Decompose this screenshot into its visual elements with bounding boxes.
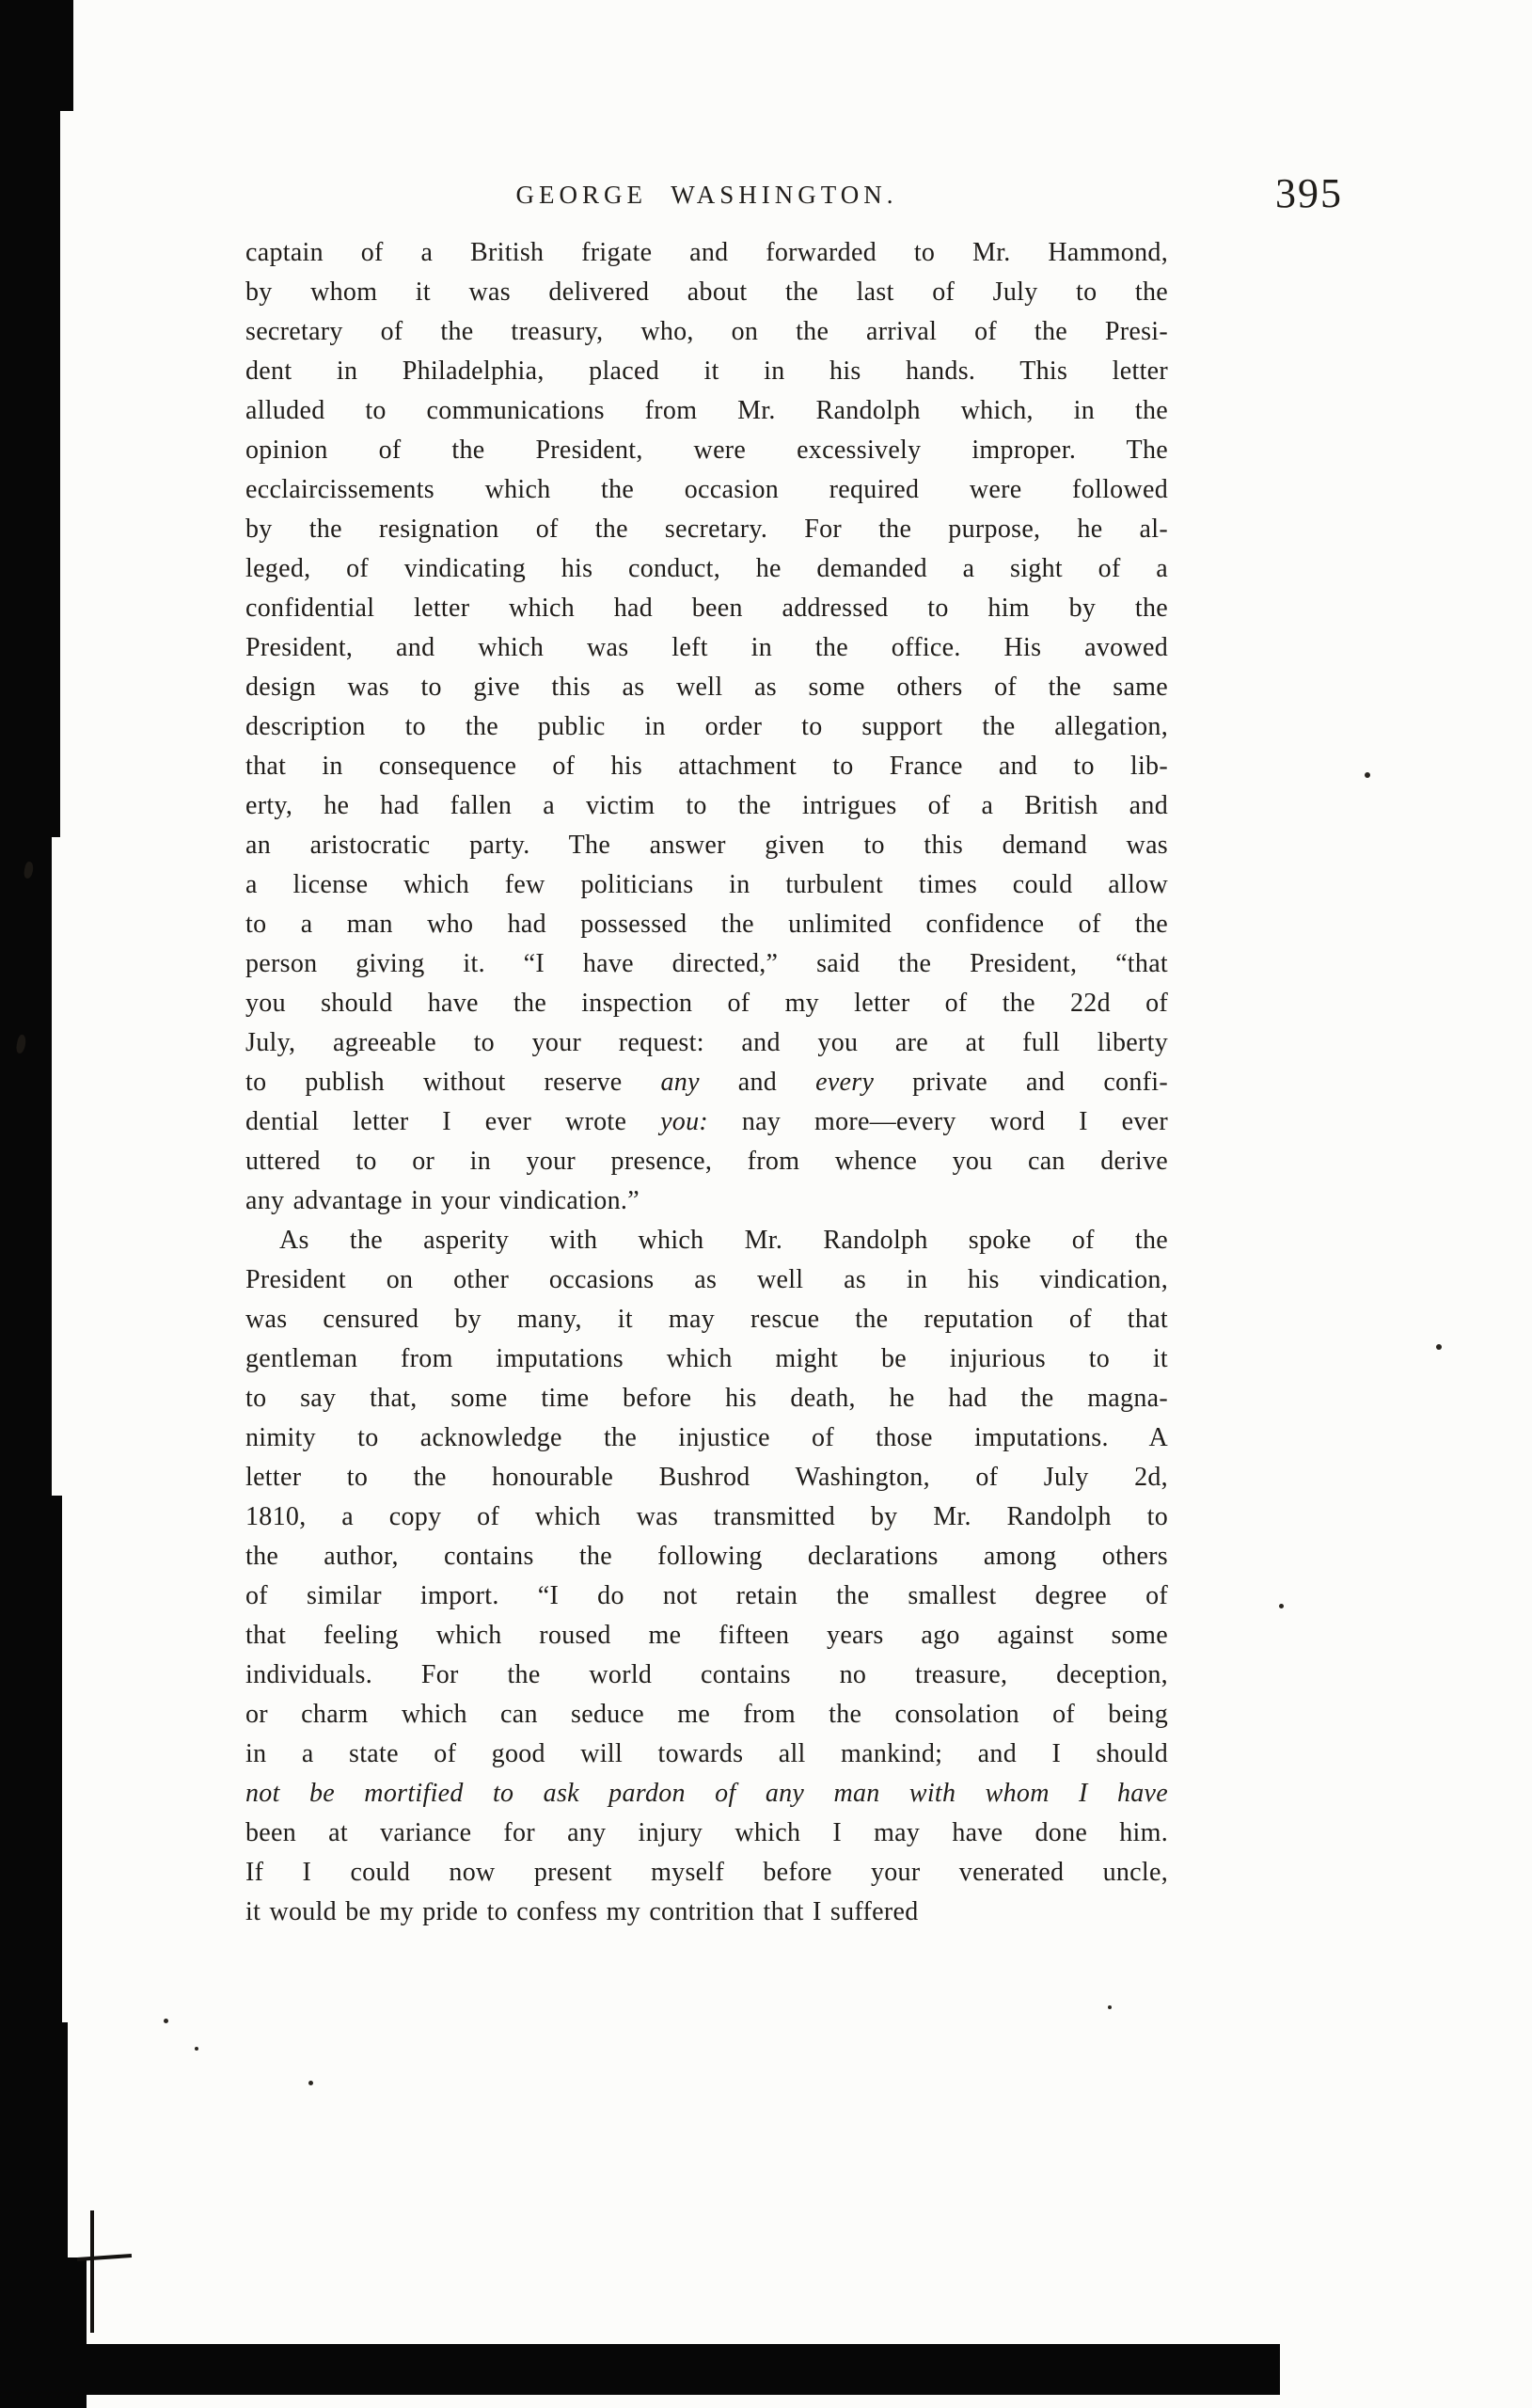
text-line [245, 391, 1168, 431]
text-segment: July, agreeable to your request: and you are at full liberty [245, 1028, 1168, 1057]
scan-streak [90, 2210, 94, 2333]
scan-gutter-shadow [0, 0, 73, 111]
text-line [245, 668, 1168, 707]
text-line [245, 312, 1168, 352]
text-line [245, 905, 1168, 944]
scan-speck [195, 2047, 198, 2051]
text-segment: was censured by many, it may rescue the reputation of that [245, 1305, 1168, 1334]
text-line [245, 1537, 1168, 1576]
text-segment: erty, he had fallen a victim to the intrigues of a British and [245, 791, 1168, 820]
text-segment: As the asperity with which Mr. Randolph spoke of the [279, 1226, 1168, 1255]
text-segment: secretary of the treasury, who, on the arrival of the Presi- [245, 317, 1168, 346]
text-line [245, 1418, 1168, 1458]
text-line [245, 1497, 1168, 1537]
text-line [245, 1774, 1168, 1814]
scan-speck [1365, 772, 1370, 778]
scan-speck [1108, 2005, 1112, 2009]
scan-gutter-shadow [0, 2022, 68, 2267]
text-segment: a license which few politicians in turbulent times could allow [245, 870, 1168, 899]
body-text [245, 233, 1168, 1932]
running-title: GEORGE WASHINGTON. [515, 181, 898, 209]
text-line [245, 1814, 1168, 1853]
text-segment: and [699, 1068, 816, 1097]
text-segment: to publish without reserve [245, 1068, 661, 1097]
text-segment: by the resignation of the secretary. For the purpose, he al- [245, 515, 1168, 544]
text-line [245, 1616, 1168, 1656]
text-line [245, 1735, 1168, 1774]
text-segment: letter to the honourable Bushrod Washington, of July 2d, [245, 1463, 1168, 1492]
text-segment: that in consequence of his attachment to France and to lib- [245, 752, 1168, 781]
scan-streak [77, 2254, 132, 2261]
text-segment: an aristocratic party. The answer given to this demand was [245, 831, 1168, 860]
text-line [245, 1379, 1168, 1418]
text-line [245, 431, 1168, 470]
text-line [245, 549, 1168, 589]
italic-text-segment: every [815, 1068, 875, 1097]
text-segment: dent in Philadelphia, placed it in his hands. This letter [245, 356, 1168, 386]
italic-text-segment: not be mortified to ask pardon of any man with whom I have [245, 1779, 1168, 1808]
text-line [245, 1142, 1168, 1181]
scan-gutter-shadow [0, 103, 60, 837]
text-segment: leged, of vindicating his conduct, he demanded a sight of a [245, 554, 1168, 583]
scan-speck [164, 2019, 168, 2023]
scan-bottom-bar [43, 2344, 1280, 2395]
text-segment: If I could now present myself before your venerated uncle, [245, 1858, 1168, 1887]
italic-text-segment: any [660, 1068, 700, 1097]
text-segment: nimity to acknowledge the injustice of those imputations. A [245, 1423, 1168, 1452]
italic-text-segment: you: [660, 1107, 709, 1136]
text-line [245, 984, 1168, 1023]
text-segment: it would be my pride to confess my contrition that I suffered [245, 1897, 919, 1926]
text-line [245, 510, 1168, 549]
text-segment: to say that, some time before his death, he had the magna- [245, 1384, 1168, 1413]
page-number: 395 [1275, 170, 1343, 216]
text-line [245, 1339, 1168, 1379]
text-line [245, 747, 1168, 786]
text-line [245, 786, 1168, 826]
text-segment: the author, contains the following declarations among others [245, 1542, 1168, 1571]
text-segment: 1810, a copy of which was transmitted by Mr. Randolph to [245, 1502, 1168, 1531]
text-line [245, 1458, 1168, 1497]
text-line [245, 1260, 1168, 1300]
text-segment: by whom it was delivered about the last of July to the [245, 277, 1168, 307]
scan-speck [1279, 1604, 1284, 1608]
text-line [245, 1023, 1168, 1063]
scan-speck [1436, 1344, 1442, 1350]
text-line [245, 1695, 1168, 1735]
text-segment: you should have the inspection of my letter of the 22d of [245, 989, 1168, 1018]
text-segment: of similar import. “I do not retain the smallest degree of [245, 1581, 1168, 1610]
text-line [245, 1656, 1168, 1695]
text-segment: been at variance for any injury which I may have done him. [245, 1818, 1168, 1847]
text-segment: or charm which can seduce me from the consolation of being [245, 1700, 1168, 1729]
text-line [245, 589, 1168, 628]
text-line [245, 1221, 1168, 1260]
text-line [245, 628, 1168, 668]
text-segment: to a man who had possessed the unlimited confidence of the [245, 910, 1168, 939]
scan-speck [308, 2081, 313, 2085]
text-segment: that feeling which roused me fifteen years ago against some [245, 1621, 1168, 1650]
text-line [245, 1853, 1168, 1893]
text-line [245, 1102, 1168, 1142]
text-segment: dential letter I ever wrote [245, 1107, 661, 1136]
text-segment: individuals. For the world contains no treasure, deception, [245, 1660, 1168, 1689]
text-line [245, 352, 1168, 391]
text-line [245, 707, 1168, 747]
text-line [245, 1576, 1168, 1616]
text-segment: nay more—every word I ever [708, 1107, 1168, 1136]
text-line [245, 1181, 1168, 1221]
text-segment: captain of a British frigate and forwarded to Mr. Hammond, [245, 238, 1168, 267]
text-line [245, 470, 1168, 510]
text-segment: opinion of the President, were excessively improper. The [245, 436, 1168, 465]
text-segment: ecclaircissements which the occasion required were followed [245, 475, 1168, 504]
text-segment: uttered to or in your presence, from whence you can derive [245, 1147, 1168, 1176]
text-segment: person giving it. “I have directed,” said the President, “that [245, 949, 1168, 978]
text-line [245, 826, 1168, 865]
text-line [245, 865, 1168, 905]
running-header [245, 181, 1168, 210]
text-segment: President on other occasions as well as in his vindication, [245, 1265, 1168, 1294]
text-line [245, 1063, 1168, 1102]
text-line [245, 273, 1168, 312]
text-segment: President, and which was left in the office. His avowed [245, 633, 1168, 662]
text-line [245, 944, 1168, 984]
text-segment: design was to give this as well as some others of the same [245, 673, 1168, 702]
text-segment: confidential letter which had been addressed to him by the [245, 594, 1168, 623]
text-segment: private and confi- [874, 1068, 1168, 1097]
text-line [245, 1893, 1168, 1932]
text-line [245, 1300, 1168, 1339]
scan-gutter-shadow [0, 837, 52, 1496]
text-segment: description to the public in order to support the allegation, [245, 712, 1168, 741]
text-segment: in a state of good will towards all mankind; and I should [245, 1739, 1168, 1768]
text-line [245, 233, 1168, 273]
text-segment: any advantage in your vindication.” [245, 1186, 640, 1215]
text-segment: alluded to communications from Mr. Randolph which, in the [245, 396, 1168, 425]
scan-gutter-shadow [0, 1496, 62, 2022]
text-segment: gentleman from imputations which might be injurious to it [245, 1344, 1168, 1373]
